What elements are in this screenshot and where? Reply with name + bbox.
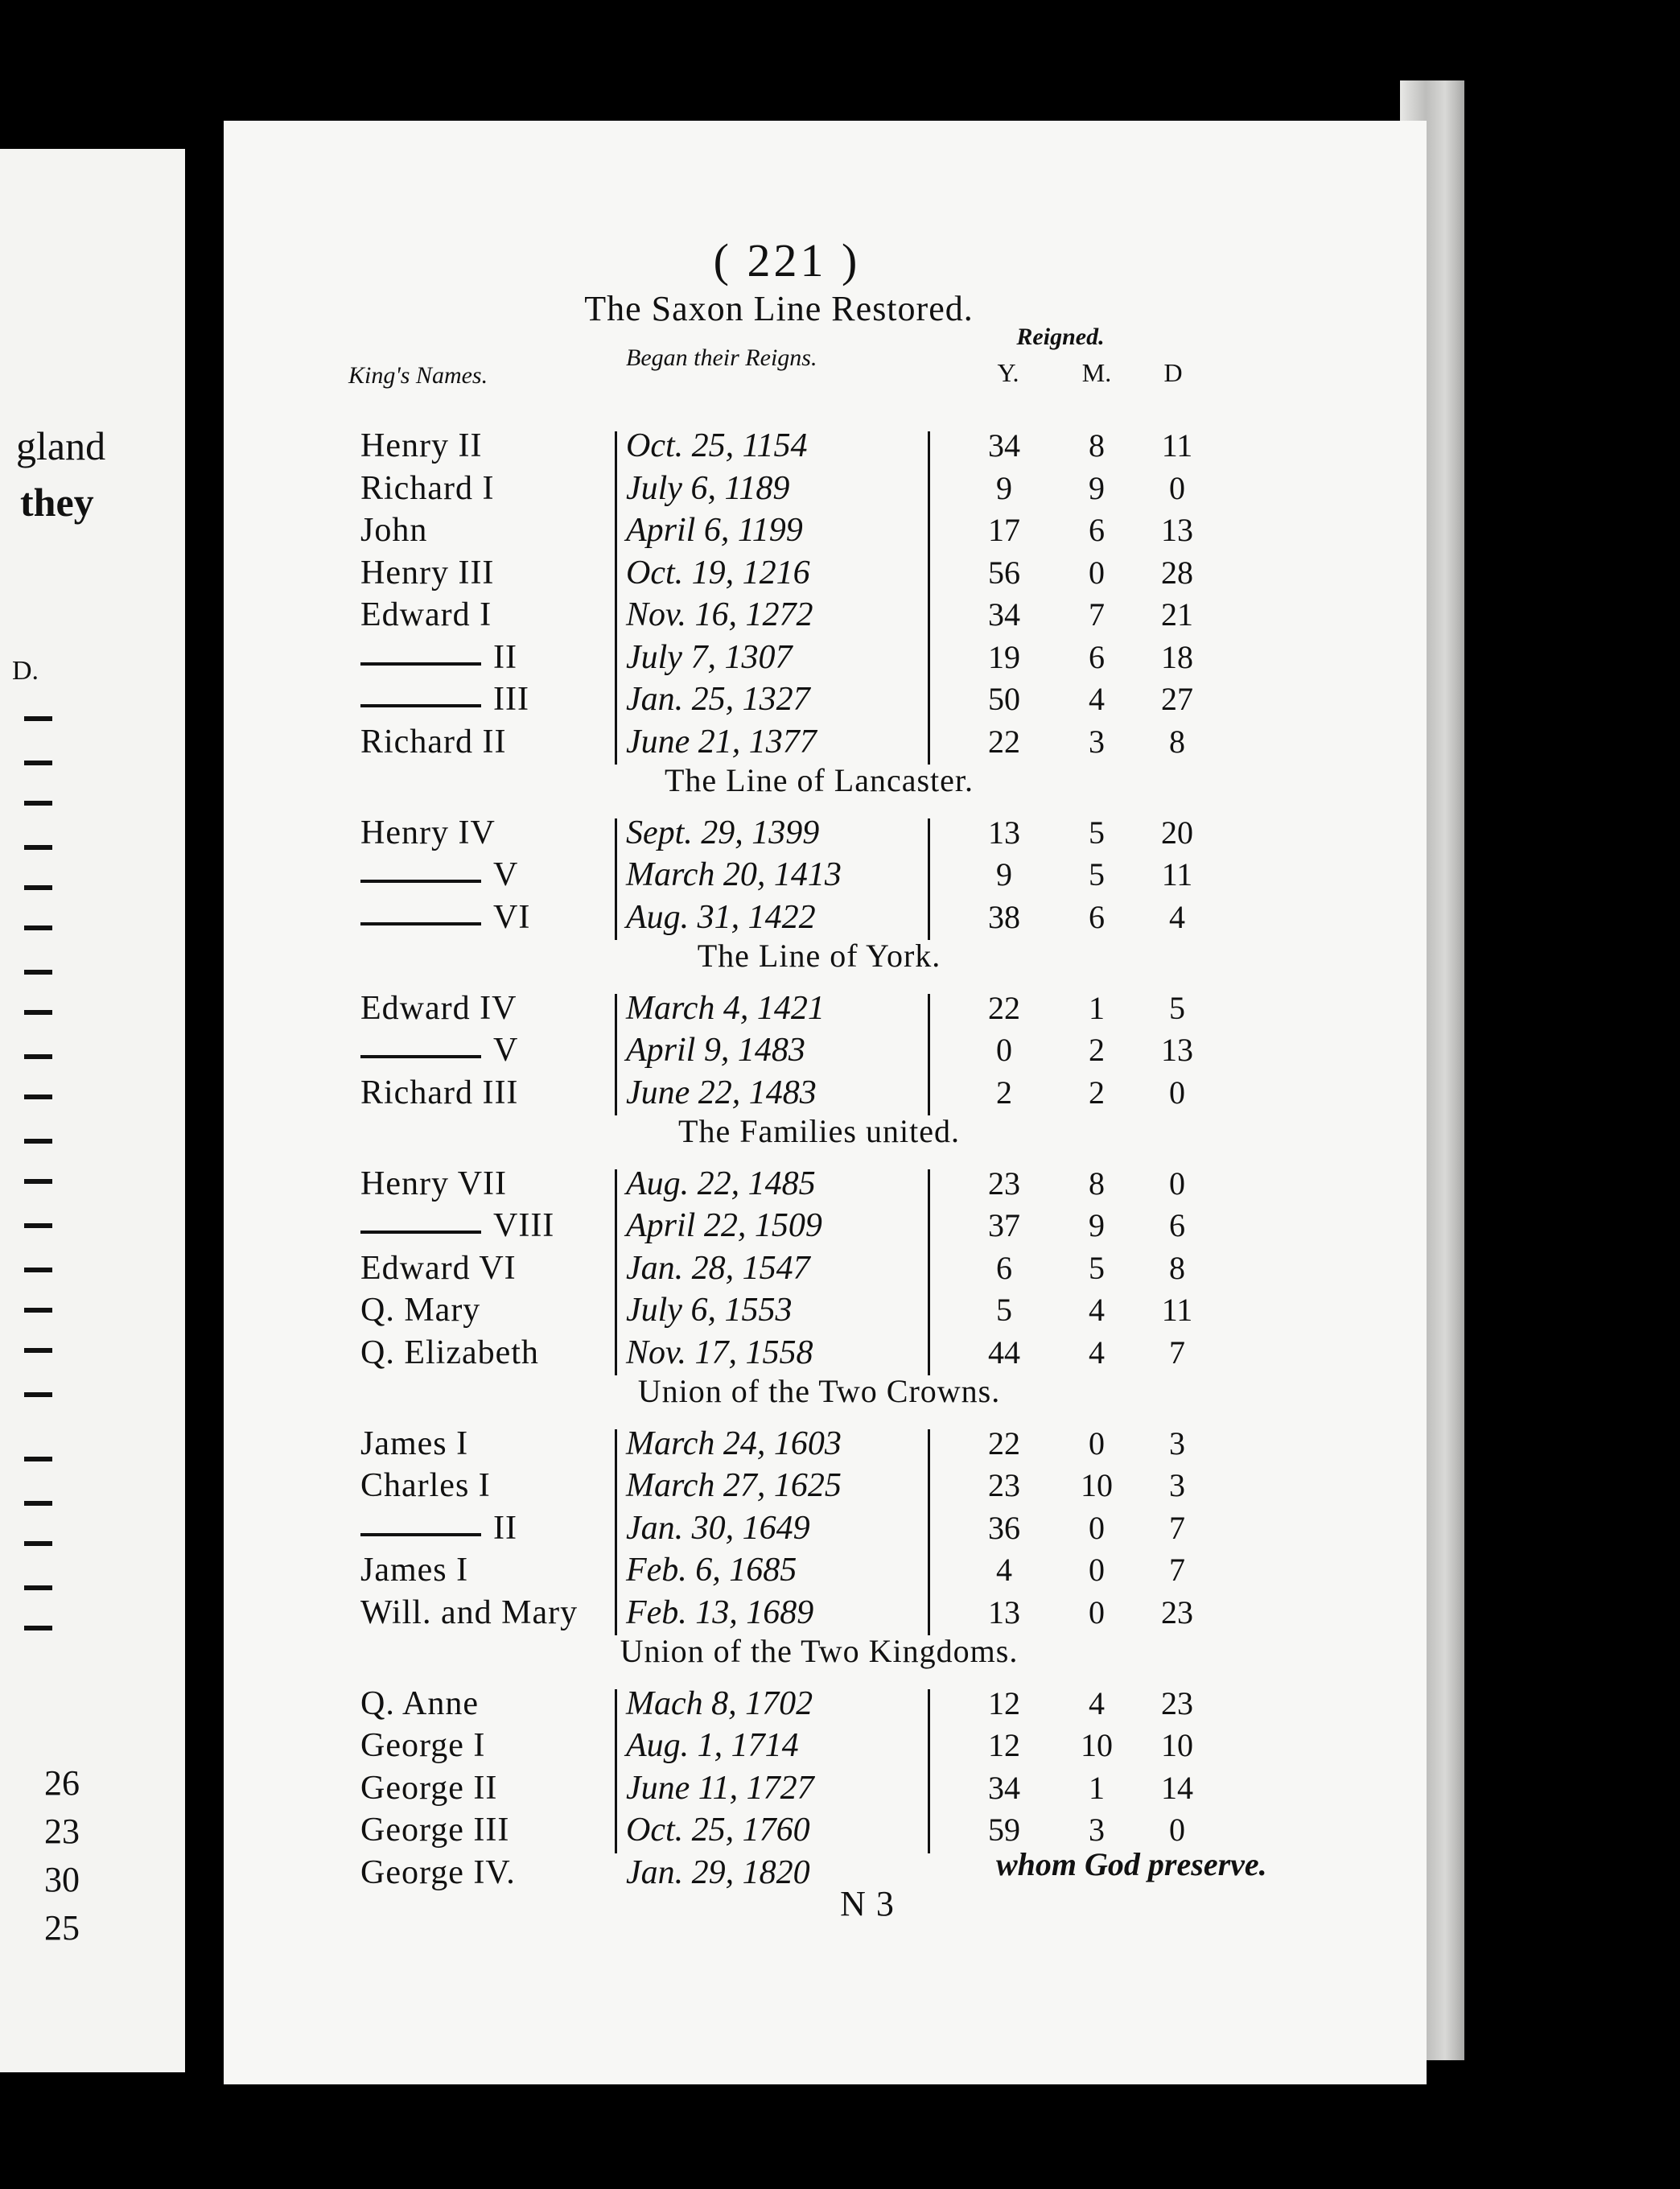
ditto-dash (360, 662, 481, 666)
reign-days: 20 (1161, 814, 1193, 851)
reign-days: 23 (1161, 1684, 1193, 1721)
left-dash-rule (24, 1179, 52, 1184)
reign-years: 13 (988, 814, 1020, 851)
king-name: George IV. (360, 1853, 516, 1891)
reign-months: 4 (1089, 1684, 1105, 1721)
king-name: V (493, 1032, 519, 1069)
reign-months: 9 (1089, 1207, 1105, 1243)
king-name: III (493, 681, 529, 718)
column-rule (928, 431, 930, 765)
left-page (0, 149, 193, 2072)
reign-years: 34 (988, 596, 1020, 633)
reign-months: 6 (1089, 898, 1105, 935)
left-dash-rule (24, 1541, 52, 1546)
reign-days: 11 (1161, 427, 1193, 464)
reign-years: 4 (996, 1552, 1012, 1588)
ditto-dash (360, 1533, 481, 1536)
column-rule (615, 818, 617, 941)
column-rule (928, 818, 930, 941)
king-name: V (493, 856, 519, 893)
left-dash-rule (24, 1308, 52, 1313)
reign-months: 8 (1089, 427, 1105, 464)
section-heading: The Families united. (678, 1113, 960, 1149)
reign-days: 3 (1169, 1424, 1185, 1461)
reign-days: 23 (1161, 1593, 1193, 1630)
column-rule (928, 994, 930, 1116)
left-dash-rule (24, 1223, 52, 1228)
column-rule (615, 1689, 617, 1853)
reign-days: 3 (1169, 1467, 1185, 1503)
reign-start-date: Jan. 28, 1547 (626, 1249, 810, 1287)
king-name: James I (360, 1424, 469, 1462)
left-fragment-1: gland (16, 423, 106, 468)
reign-months: 9 (1089, 469, 1105, 506)
reign-days: 10 (1161, 1727, 1193, 1763)
reign-years: 38 (988, 898, 1020, 935)
reign-years: 17 (988, 512, 1020, 548)
header-reigned: Reigned. (1016, 324, 1105, 350)
king-name: John (360, 512, 428, 549)
reign-years: 6 (996, 1249, 1012, 1286)
left-dash-rule (24, 1457, 52, 1461)
reign-years: 22 (988, 1424, 1020, 1461)
king-name: Edward IV (360, 989, 517, 1027)
reign-months: 2 (1089, 1032, 1105, 1068)
reign-start-date: April 6, 1199 (626, 512, 803, 549)
left-dash-rule (24, 1139, 52, 1144)
reign-start-date: Aug. 22, 1485 (626, 1165, 816, 1202)
reign-months: 0 (1089, 1552, 1105, 1588)
reign-start-date: Jan. 25, 1327 (626, 681, 810, 718)
reign-start-date: Oct. 25, 1760 (626, 1812, 810, 1849)
column-rule (928, 1429, 930, 1636)
header-days: D (1163, 358, 1183, 387)
signature-mark: N 3 (840, 1884, 895, 1923)
reign-start-date: Jan. 30, 1649 (626, 1509, 810, 1547)
reign-start-date: Aug. 1, 1714 (626, 1727, 799, 1764)
reign-months: 0 (1089, 1593, 1105, 1630)
king-name: Richard I (360, 469, 495, 507)
king-name: Q. Elizabeth (360, 1334, 539, 1371)
reign-days: 11 (1161, 1292, 1193, 1328)
reign-years: 12 (988, 1727, 1020, 1763)
reign-days: 13 (1161, 1032, 1193, 1068)
reign-start-date: March 27, 1625 (626, 1467, 842, 1504)
reign-days: 7 (1169, 1509, 1185, 1546)
reign-years: 59 (988, 1812, 1020, 1848)
reign-years: 50 (988, 681, 1020, 717)
reign-years: 22 (988, 723, 1020, 760)
reign-years: 34 (988, 1769, 1020, 1806)
reign-months: 3 (1089, 1812, 1105, 1848)
reign-start-date: June 21, 1377 (626, 723, 817, 761)
reign-start-date: Nov. 17, 1558 (626, 1334, 813, 1371)
reign-start-date: March 4, 1421 (626, 989, 825, 1027)
king-name: Richard III (360, 1074, 519, 1111)
section-heading: The Line of York. (697, 938, 941, 974)
ditto-dash (360, 922, 481, 925)
reign-days: 18 (1161, 638, 1193, 675)
reign-years: 23 (988, 1165, 1020, 1202)
reign-days: 21 (1161, 596, 1193, 633)
page-title: The Saxon Line Restored. (584, 289, 974, 328)
reign-months: 2 (1089, 1074, 1105, 1111)
reign-years: 9 (996, 469, 1012, 506)
reign-months: 6 (1089, 512, 1105, 548)
ditto-dash (360, 1055, 481, 1058)
reign-days: 0 (1169, 469, 1185, 506)
reign-months: 1 (1089, 989, 1105, 1026)
king-name: Edward VI (360, 1249, 517, 1287)
reign-days: 7 (1169, 1334, 1185, 1371)
reign-months: 4 (1089, 1334, 1105, 1371)
left-dash-rule (24, 1626, 52, 1630)
left-fragment-2: they (20, 480, 94, 525)
left-dash-rule (24, 845, 52, 850)
reign-start-date: July 6, 1553 (626, 1292, 793, 1329)
king-name: Will. and Mary (360, 1593, 579, 1631)
column-rule (615, 994, 617, 1116)
reign-start-date: Jan. 29, 1820 (626, 1853, 810, 1891)
reign-months: 4 (1089, 681, 1105, 717)
reign-years: 13 (988, 1593, 1020, 1630)
reign-start-date: Sept. 29, 1399 (626, 814, 820, 851)
column-rule (615, 1169, 617, 1376)
header-began: Began their Reigns. (626, 344, 817, 371)
reign-years: 19 (988, 638, 1020, 675)
king-name: Richard II (360, 723, 507, 761)
reign-start-date: June 22, 1483 (626, 1074, 817, 1111)
left-dash-rule (24, 1094, 52, 1099)
reign-start-date: Mach 8, 1702 (626, 1684, 813, 1722)
king-name: Q. Anne (360, 1684, 479, 1722)
ditto-dash (360, 704, 481, 707)
reign-days: 5 (1169, 989, 1185, 1026)
reign-days: 6 (1169, 1207, 1185, 1243)
reign-years: 36 (988, 1509, 1020, 1546)
reign-start-date: July 7, 1307 (626, 638, 793, 676)
left-dash-rule (24, 885, 52, 890)
ditto-dash (360, 1231, 481, 1234)
left-number-3: 30 (44, 1860, 80, 1899)
left-dash-rule (24, 1501, 52, 1506)
king-name: Henry II (360, 427, 483, 464)
reign-days: 11 (1161, 856, 1193, 893)
left-dash-rule (24, 716, 52, 721)
reign-years: 5 (996, 1292, 1012, 1328)
column-rule (928, 1169, 930, 1376)
king-name: George III (360, 1812, 510, 1849)
left-dash-rule (24, 1585, 52, 1590)
left-dash-rule (24, 1392, 52, 1397)
header-months: M. (1081, 358, 1112, 387)
left-fragment-3: D. (12, 656, 39, 686)
reign-years: 0 (996, 1032, 1012, 1068)
header-years: Y. (997, 358, 1019, 387)
reign-months: 5 (1089, 1249, 1105, 1286)
reign-start-date: March 20, 1413 (626, 856, 842, 893)
reign-start-date: Feb. 6, 1685 (626, 1552, 797, 1589)
left-dash-rule (24, 970, 52, 975)
reign-days: 0 (1169, 1074, 1185, 1111)
king-name: II (493, 1509, 517, 1547)
reign-months: 3 (1089, 723, 1105, 760)
king-name: Charles I (360, 1467, 491, 1504)
left-number-4: 25 (44, 1908, 80, 1948)
column-rule (615, 431, 617, 765)
left-dash-rule (24, 1348, 52, 1353)
left-dash-rule (24, 761, 52, 765)
reign-days: 8 (1169, 1249, 1185, 1286)
reign-months: 0 (1089, 1424, 1105, 1461)
reign-months: 7 (1089, 596, 1105, 633)
reign-months: 1 (1089, 1769, 1105, 1806)
king-name: Henry IV (360, 814, 496, 851)
reign-months: 10 (1081, 1467, 1113, 1503)
right-page (224, 121, 1427, 2084)
reign-start-date: April 22, 1509 (626, 1207, 822, 1244)
reign-start-date: Nov. 16, 1272 (626, 596, 813, 633)
reign-years: 23 (988, 1467, 1020, 1503)
reign-start-date: June 11, 1727 (626, 1769, 814, 1807)
king-name: Henry VII (360, 1165, 508, 1202)
reign-years: 9 (996, 856, 1012, 893)
king-name: Edward I (360, 596, 492, 633)
header-names: King's Names. (348, 362, 488, 389)
king-name: II (493, 638, 517, 676)
left-number-2: 23 (44, 1812, 80, 1851)
left-dash-rule (24, 1054, 52, 1059)
reign-days: 0 (1169, 1812, 1185, 1848)
ditto-dash (360, 880, 481, 883)
reign-months: 5 (1089, 856, 1105, 893)
reign-start-date: Aug. 31, 1422 (626, 898, 816, 936)
section-heading: The Line of Lancaster. (664, 762, 974, 798)
king-name: James I (360, 1552, 469, 1589)
reign-months: 4 (1089, 1292, 1105, 1328)
king-name: George II (360, 1769, 498, 1807)
king-name: George I (360, 1727, 486, 1764)
reign-years: 12 (988, 1684, 1020, 1721)
column-rule (615, 1429, 617, 1636)
king-name: Henry III (360, 554, 495, 592)
reign-days: 8 (1169, 723, 1185, 760)
book-gutter (185, 145, 229, 2076)
reign-days: 28 (1161, 554, 1193, 591)
reign-years: 34 (988, 427, 1020, 464)
reign-start-date: Oct. 25, 1154 (626, 427, 808, 464)
reign-months: 0 (1089, 554, 1105, 591)
reign-days: 14 (1161, 1769, 1193, 1806)
page-number: ( 221 ) (713, 234, 861, 287)
reign-note: whom God preserve. (996, 1845, 1267, 1882)
reign-months: 10 (1081, 1727, 1113, 1763)
reign-months: 0 (1089, 1509, 1105, 1546)
left-dash-rule (24, 801, 52, 806)
reign-start-date: March 24, 1603 (626, 1424, 842, 1462)
reign-months: 5 (1089, 814, 1105, 851)
reign-start-date: April 9, 1483 (626, 1032, 805, 1069)
reign-years: 2 (996, 1074, 1012, 1111)
reign-months: 8 (1089, 1165, 1105, 1202)
reign-start-date: July 6, 1189 (626, 469, 790, 507)
left-dash-rule (24, 925, 52, 930)
left-dash-rule (24, 1268, 52, 1272)
reign-days: 4 (1169, 898, 1185, 935)
reign-years: 44 (988, 1334, 1020, 1371)
reign-days: 0 (1169, 1165, 1185, 1202)
reign-years: 37 (988, 1207, 1020, 1243)
king-name: Q. Mary (360, 1292, 481, 1329)
reign-months: 6 (1089, 638, 1105, 675)
left-number-1: 26 (44, 1763, 80, 1803)
reign-days: 7 (1169, 1552, 1185, 1588)
section-heading: Union of the Two Kingdoms. (620, 1633, 1019, 1669)
section-heading: Union of the Two Crowns. (637, 1373, 1001, 1409)
reign-start-date: Oct. 19, 1216 (626, 554, 810, 592)
reign-years: 56 (988, 554, 1020, 591)
left-dash-rule (24, 1010, 52, 1015)
reign-days: 27 (1161, 681, 1193, 717)
reign-start-date: Feb. 13, 1689 (626, 1593, 814, 1631)
reign-years: 22 (988, 989, 1020, 1026)
column-rule (928, 1689, 930, 1853)
reign-days: 13 (1161, 512, 1193, 548)
king-name: VIII (493, 1207, 555, 1244)
king-name: VI (493, 898, 531, 936)
